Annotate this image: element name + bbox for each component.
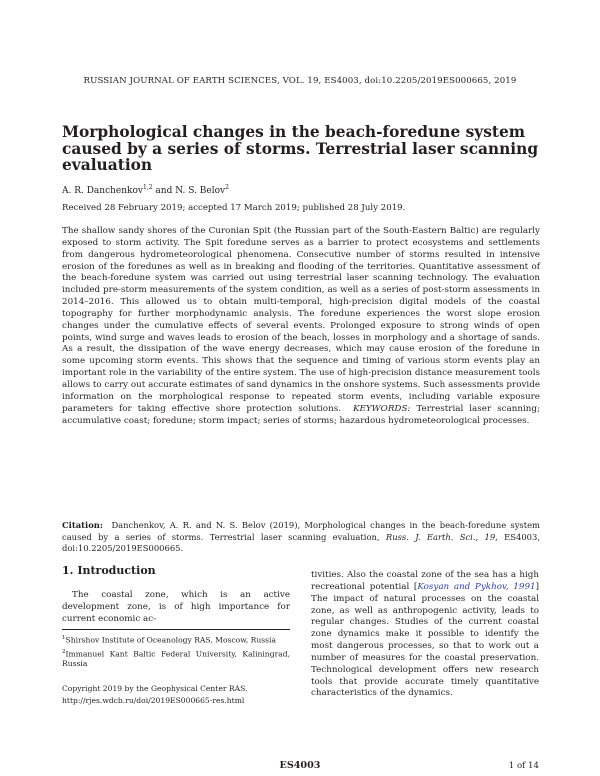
affiliation-mark: 2 (225, 184, 229, 191)
paragraph-text: tivities. Also the coastal zone of the sea has a high recreational potential [ (311, 570, 539, 592)
citation-text: Danchenkov, A. R. and N. S. Belov (2019), Morphological changes in the beach-foredune system caused by a series of storms. Terrestrial laser scanning evaluation, (62, 520, 540, 542)
keywords-text: Terrestrial laser scanning; accumulative coast; foredune; storm impact; series of storms; hazardous hydrometeorological processes. (62, 403, 540, 426)
article-title: Morphological changes in the beach-foredune system caused by a series of storms. Terrestrial laser scanning evaluation (62, 123, 539, 174)
paragraph-text: ] The impact of natural processes on the coastal zone, as well as anthropogenic activity, leads to regular changes. Studies of the current coastal zone dynamics make it possible to identify the most dangerous processes, so that to work out a number of measures for the coastal preservation. Technological development offers new research tools that provide accurate timely quantitative characteristics of the dynamics. (311, 581, 539, 699)
abstract-paragraph (62, 226, 540, 427)
reference-link[interactable]: Kosyan and Pykhov, 1991 (417, 581, 536, 592)
footnote-text: Immanuel Kant Baltic Federal University, Kaliningrad, Russia (62, 649, 290, 669)
intro-paragraph-continued (311, 570, 539, 700)
article-url-link[interactable]: http://rjes.wdcb.ru/doi/2019ES000665-res.html (62, 695, 245, 705)
copyright-notice: Copyright 2019 by the Geophysical Center RAS. (62, 684, 248, 693)
keywords-label: KEYWORDS: (352, 403, 411, 414)
footnote-mark: 2 (62, 648, 66, 655)
intro-paragraph: The coastal zone, which is an active development zone, is of high importance for current economic ac- (62, 590, 290, 624)
abstract (62, 226, 540, 427)
footer-article-code: ES4003 (279, 760, 321, 771)
footer-page-number: 1 of 14 (508, 761, 539, 771)
author-line (62, 184, 229, 196)
citation-journal: Russ. J. Earth. Sci., 19, (385, 531, 498, 542)
footnote-2 (62, 647, 290, 670)
footnote-text: Shirshov Institute of Oceanology RAS, Moscow, Russia (65, 635, 277, 645)
citation-label: Citation: (62, 520, 103, 530)
right-column-text (311, 570, 539, 700)
section-heading: 1. Introduction (62, 564, 156, 577)
publication-dates: Received 28 February 2019; accepted 17 March 2019; published 28 July 2019. (62, 203, 406, 213)
footnote-mark: 1 (62, 635, 66, 641)
left-column-text (62, 590, 290, 626)
affiliation-mark: 1,2 (143, 184, 153, 191)
copyright-block (62, 683, 302, 706)
author-name: A. R. Danchenkov (62, 186, 144, 196)
running-head: RUSSIAN JOURNAL OF EARTH SCIENCES, VOL. 19, ES4003, doi:10.2205/2019ES000665, 2019 (83, 76, 517, 86)
author-conjunction: and (152, 186, 176, 196)
author-name: N. S. Belov (175, 186, 226, 196)
citation-doi: ES4003, doi:10.2205/2019ES000665. (62, 531, 540, 554)
footnote-1 (62, 633, 290, 646)
abstract-text: The shallow sandy shores of the Curonian Spit (the Russian part of the South-Eastern Baltic) are regularly exposed to storm activity. The Spit foredune serves as a barrier to protect ecosystems and settlements from dangerous hydrometeorological phenomena. Consecutive number of storms resulted in intensive erosion of the foredunes as well as in breaking and flooding of the territories. Quantitative assessment of the beach-foredune system was carried out using terrestrial laser scanning technology. The evaluation included pre-storm measurements of the system condition, as well as a series of post-storm assessments in 2014–2016. This allowed us to obtain multi-temporal, high-precision digital models of the coastal topography for further morphodynamic analysis. The foredune experiences the worst slope erosion changes under the cumulative effects of several events. Prolonged exposure to strong winds of open points, wind surge and waves leads to erosion of the beach, losses in morphology and a shortage of sands. As a result, the dissipation of the wave energy decreases, which may cause erosion of the foredune in some upcoming storm events. This shows that the sequence and timing of various storm events play an important role in the variability of the entire system. The use of high-precision distance measurement tools allows to carry out accurate estimates of sand dynamics in the onshore systems. Such assessments provide information on the morphological response to repeated storm events, including variable exposure parameters for taking effective shore protection solutions. (62, 226, 540, 414)
citation-block (62, 520, 540, 555)
footnotes (62, 629, 290, 671)
